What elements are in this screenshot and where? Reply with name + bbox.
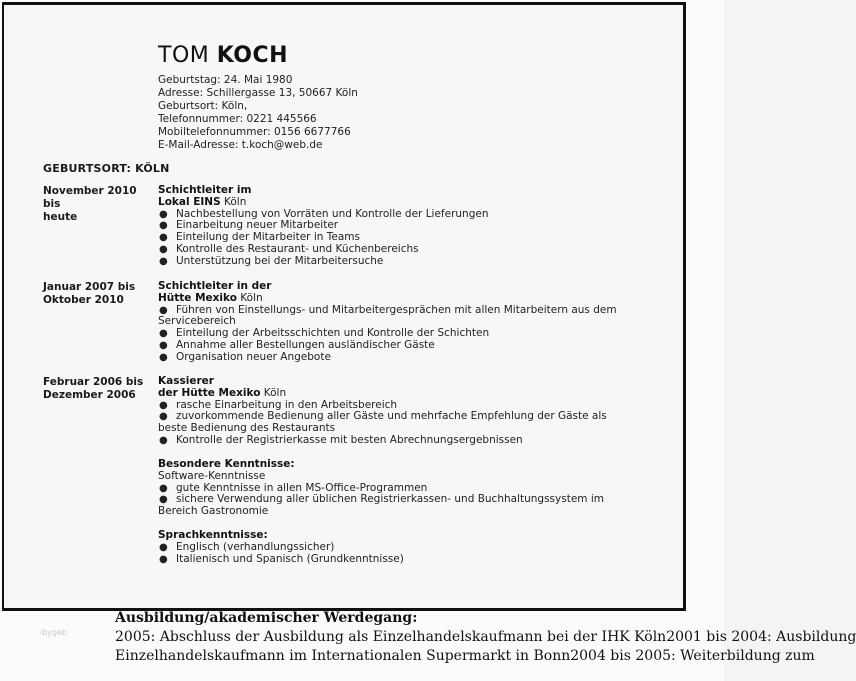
employer-name: der Hütte Mexiko	[158, 386, 261, 399]
job-date-line: Dezember 2006	[43, 389, 136, 401]
education-line: Einzelhandelskaufmann im Internationalen Supermarkt in Bonn2004 bis 2005: Weiterbildung zum	[115, 648, 815, 664]
contact-birthday: Geburtstag: 24. Mai 1980	[158, 74, 293, 86]
education-section	[115, 609, 856, 666]
bullet-icon: ●	[159, 482, 168, 494]
contact-phone: Telefonnummer: 0221 445566	[158, 113, 317, 125]
bullet-icon: ●	[159, 208, 168, 220]
job-title: Schichtleiter in der	[158, 280, 272, 292]
bullet-icon: ●	[159, 255, 168, 267]
list-item: ● Kontrolle der Registrierkasse mit besten Abrechnungsergebnissen	[159, 433, 523, 446]
list-item: ● Kontrolle des Restaurant- und Küchenbereichs	[159, 242, 419, 255]
job-entry	[158, 185, 628, 268]
watermark: ibygeb	[40, 628, 68, 637]
languages-bullets	[158, 542, 628, 566]
job-bullets	[158, 209, 628, 268]
bullet-icon: ●	[159, 339, 168, 351]
contact-birthplace: Geburtsort: Köln,	[158, 100, 248, 112]
job-date-line: November 2010 bis	[43, 185, 137, 210]
employer-city: Köln	[240, 291, 263, 304]
bullet-icon: ●	[159, 399, 168, 411]
bullet-icon: ●	[159, 220, 168, 232]
bullet-icon: ●	[159, 243, 168, 255]
job-entry	[158, 281, 628, 364]
contact-address: Adresse: Schillergasse 13, 50667 Köln	[158, 87, 358, 99]
list-item: ● Italienisch und Spanisch (Grundkenntnisse)	[159, 552, 404, 565]
contact-email: E-Mail-Adresse: t.koch@web.de	[158, 139, 323, 151]
employer-city: Köln	[263, 386, 287, 399]
job-date-line: Januar 2007 bis	[43, 281, 136, 293]
skills-subtitle: Software-Kenntnisse	[158, 469, 266, 482]
job-title: Schichtleiter im	[158, 184, 252, 196]
employer-name: Hütte Mexiko	[158, 291, 237, 304]
bullet-icon: ●	[159, 232, 168, 244]
list-item: ● Englisch (verhandlungssicher)	[159, 540, 335, 553]
bullet-icon: ●	[159, 494, 168, 506]
list-item: ● sichere Verwendung aller üblichen Registrierkassen- und Buchhaltungssystem im Bereich Gastronomie	[158, 493, 604, 518]
bullet-icon: ●	[159, 304, 168, 316]
job-entry	[158, 376, 628, 447]
last-name: KOCH	[216, 43, 289, 68]
job-date-line: heute	[43, 211, 78, 223]
list-item: ● Unterstützung bei der Mitarbeitersuche	[159, 254, 384, 267]
bullet-icon: ●	[159, 434, 168, 446]
list-item: ● Einteilung der Arbeitsschichten und Kontrolle der Schichten	[159, 327, 490, 340]
job-title: Kassierer	[158, 375, 214, 387]
person-name	[158, 43, 288, 68]
list-item: ● Führen von Einstellungs- und Mitarbeitergesprächen mit allen Mitarbeitern aus dem Servicebereich	[158, 303, 617, 328]
first-name: TOM	[158, 43, 210, 68]
job-date	[43, 376, 153, 402]
skills-bullets	[158, 483, 628, 518]
bullet-icon: ●	[159, 328, 168, 340]
list-item: ● Annahme aller Bestellungen ausländischer Gäste	[159, 338, 435, 351]
list-item: ● Einarbeitung neuer Mitarbeiter	[159, 219, 339, 232]
bullet-icon: ●	[159, 411, 168, 423]
education-line: 2005: Abschluss der Ausbildung als Einzelhandelskaufmann bei der IHK Köln2001 bis 2004: Ausbildung	[115, 629, 856, 645]
contact-block	[158, 74, 358, 152]
job-bullets	[158, 400, 628, 447]
job-date	[43, 281, 153, 307]
skills-title: Besondere Kenntnisse:	[158, 458, 295, 470]
bullet-icon: ●	[159, 541, 168, 553]
bullet-icon: ●	[159, 553, 168, 565]
job-date	[43, 185, 153, 224]
list-item: ● Organisation neuer Angebote	[159, 350, 331, 363]
contact-mobile: Mobiltelefonnummer: 0156 6677766	[158, 126, 351, 138]
employer-name: Lokal EINS	[158, 195, 221, 208]
job-date-line: Februar 2006 bis	[43, 376, 144, 388]
education-heading: Ausbildung/akademischer Werdegang:	[115, 610, 418, 626]
languages-block	[158, 530, 628, 565]
list-item: ● gute Kenntnisse in allen MS-Office-Programmen	[159, 481, 428, 494]
job-bullets	[158, 305, 628, 364]
section-heading: GEBURTSORT: KÖLN	[43, 162, 170, 175]
skills-block	[158, 459, 628, 518]
bullet-icon: ●	[159, 351, 168, 363]
list-item: ● Einteilung der Mitarbeiter in Teams	[159, 231, 360, 244]
job-date-line: Oktober 2010	[43, 294, 124, 306]
list-item: ● rasche Einarbeitung in den Arbeitsbereich	[159, 398, 398, 411]
languages-title: Sprachkenntnisse:	[158, 529, 268, 541]
list-item: ● zuvorkommende Bedienung aller Gäste und mehrfache Empfehlung der Gäste als beste Bedienung des Restaurants	[158, 410, 607, 435]
employer-city: Köln	[224, 195, 247, 208]
list-item: ● Nachbestellung von Vorräten und Kontrolle der Lieferungen	[159, 207, 489, 220]
